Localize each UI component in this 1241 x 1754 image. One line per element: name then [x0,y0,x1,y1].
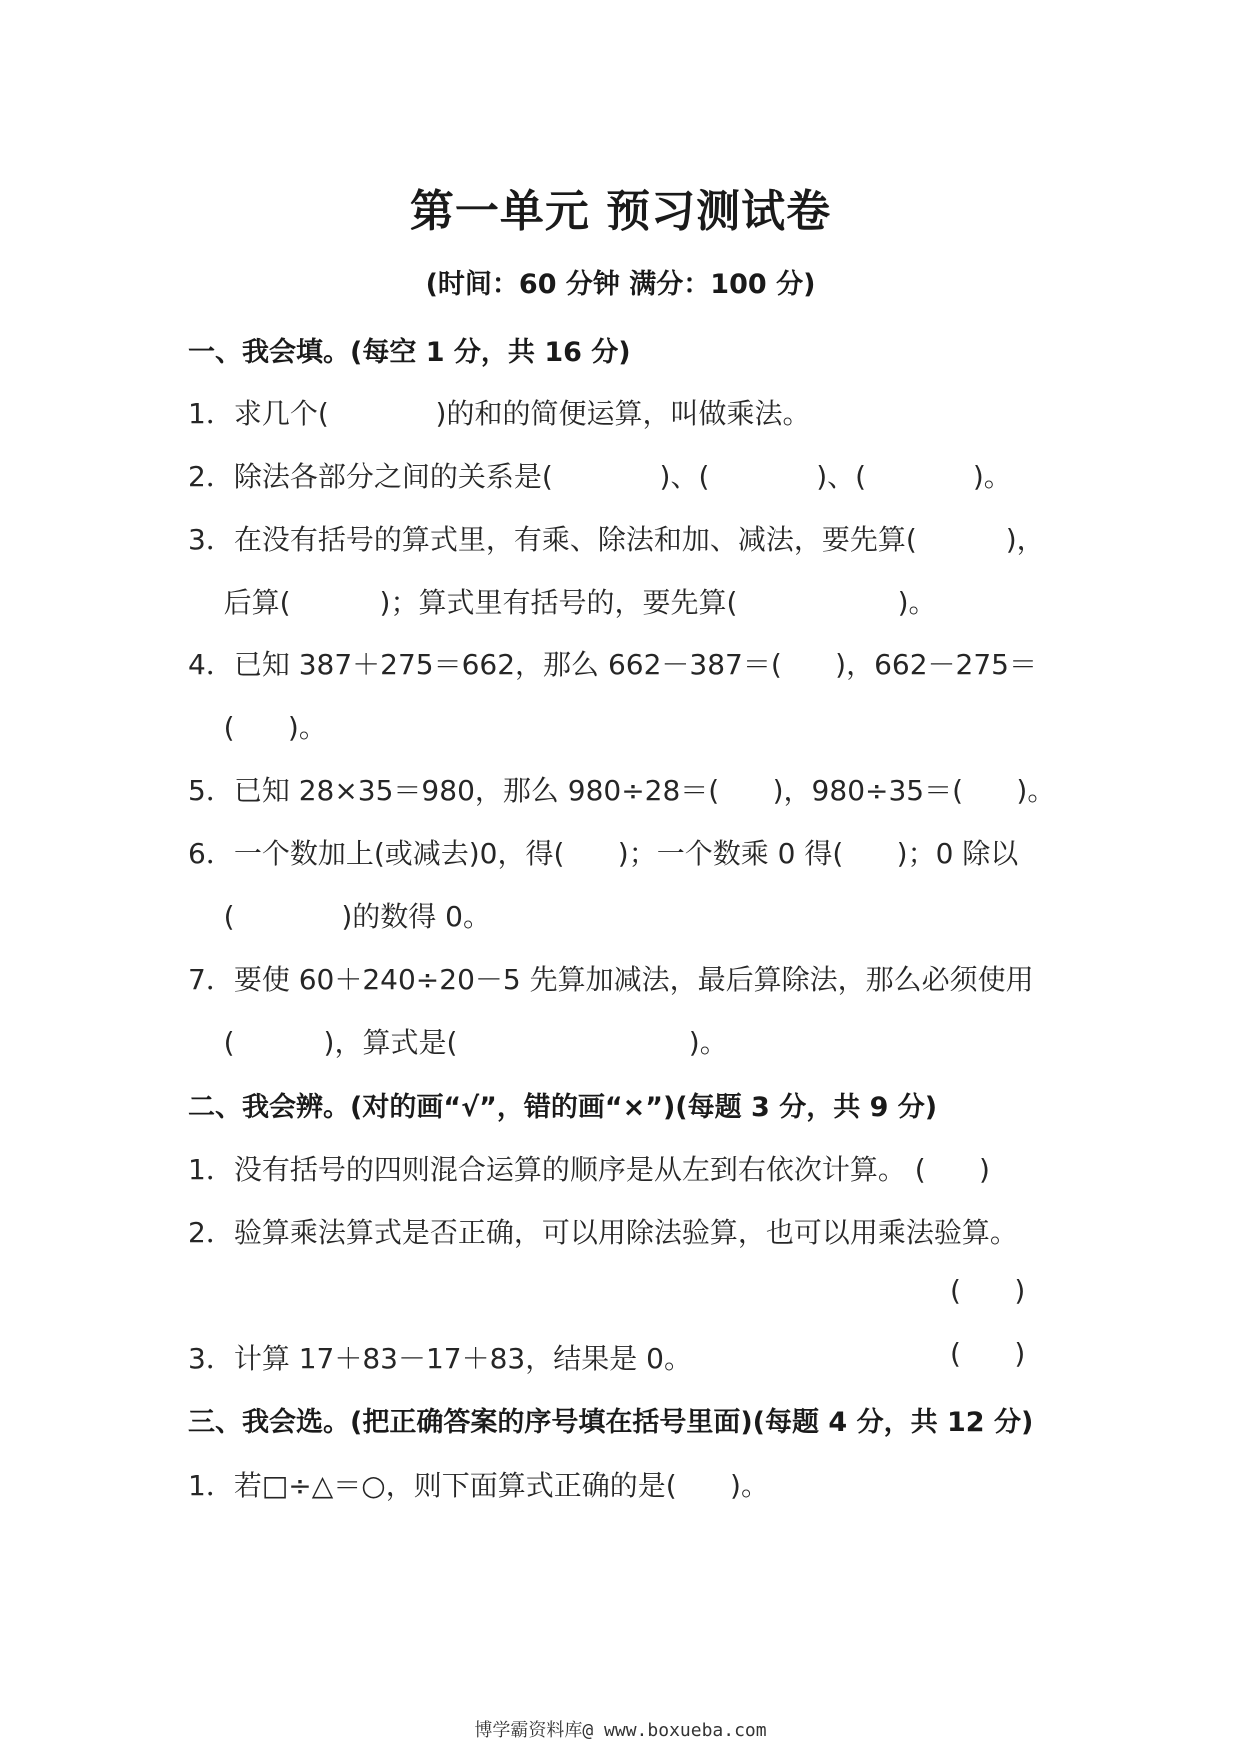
question-line: ( )。 [188,711,327,744]
question-line: 3．在没有括号的算式里，有乘、除法和加、减法，要先算( )， [188,523,1045,556]
section-heading-judge: 二、我会辨。(对的画“√”，错的画“×”)(每题 3 分，共 9 分) [188,1092,938,1123]
footer-watermark: 博学霸资料库@ www.boxueba.com [474,1720,767,1741]
question-line: 7．要使 60＋240÷20－5 先算加减法，最后算除法，那么必须使用 [188,963,1034,996]
page-title: 第一单元 预习测试卷 [409,186,832,237]
section-heading-fill: 一、我会填。(每空 1 分，共 16 分) [188,337,631,368]
question-line: 1．求几个( )的和的简便运算，叫做乘法。 [188,397,811,430]
question-line: ( )，算式是( )。 [188,1026,728,1059]
question-line: 后算( )；算式里有括号的，要先算( )。 [188,586,937,619]
question-line: 2．验算乘法算式是否正确，可以用除法验算，也可以用乘法验算。 [188,1216,1018,1249]
question-line: 3．计算 17＋83－17＋83，结果是 0。 [188,1342,692,1375]
question-line: 5．已知 28×35＝980，那么 980÷28＝( )，980÷35＝( )。 [188,774,1056,807]
question-line: ( )的数得 0。 [188,900,491,933]
answer-brackets: ( ) [950,1274,1026,1307]
exam-info: (时间：60 分钟 满分：100 分) [425,269,816,300]
question-line: 4．已知 387＋275＝662，那么 662－387＝( )，662－275＝ [188,648,1037,681]
question-line: 1．没有括号的四则混合运算的顺序是从左到右依次计算。 ( ) [188,1153,990,1186]
question-line: 2．除法各部分之间的关系是( )、( )、( )。 [188,460,1012,493]
question-line: 6．一个数加上(或减去)0，得( )；一个数乘 0 得( )；0 除以 [188,837,1019,870]
question-line: 1．若□÷△＝○，则下面算式正确的是( )。 [188,1469,769,1502]
section-heading-choose: 三、我会选。(把正确答案的序号填在括号里面)(每题 4 分，共 12 分) [188,1407,1034,1438]
answer-brackets: ( ) [950,1337,1026,1370]
